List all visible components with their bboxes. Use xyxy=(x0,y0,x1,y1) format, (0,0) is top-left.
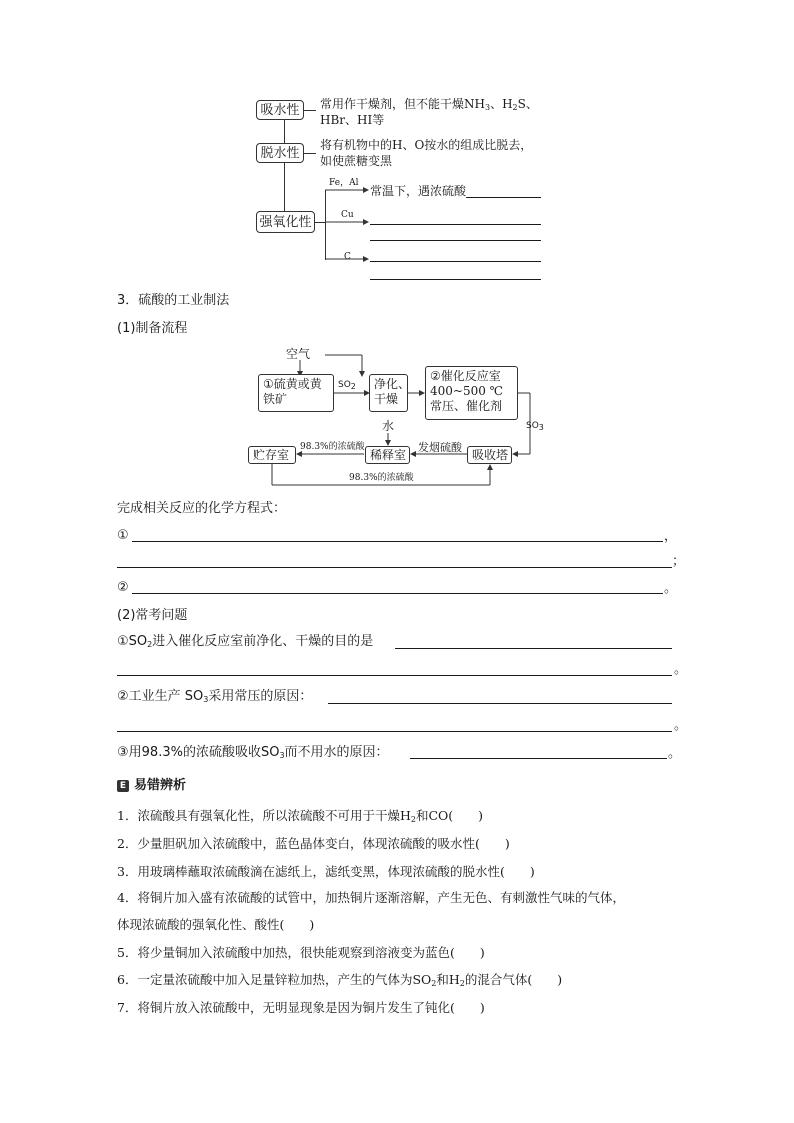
q1-period: 。 xyxy=(674,662,688,677)
error-item-7: 7．将铜片放入浓硫酸中，无明显现象是因为铜片发生了钝化( ) xyxy=(117,1000,485,1015)
dehydrating-text-line2: 如使蔗糖变黑 xyxy=(320,154,393,168)
errors-badge-icon: E xyxy=(117,780,129,792)
flow-box-dilute: 稀释室 xyxy=(365,446,410,464)
flow-box-purify xyxy=(369,374,411,412)
flow-box-catalytic-line1: ②催化反应室 xyxy=(430,369,501,383)
section3-sub1: (1)制备流程 xyxy=(117,321,188,336)
flow-box-ore-line1: ①硫黄或黄 xyxy=(263,377,322,391)
flow-acid-bottom-label: 98.3%的浓硫酸 xyxy=(349,473,414,483)
absorbent-text-line2: HBr、HI等 xyxy=(320,113,385,127)
flow-box-storage: 贮存室 xyxy=(248,446,296,464)
section3-sub2: (2)常考问题 xyxy=(117,608,188,623)
flow-box-ore xyxy=(258,374,334,412)
q3-period: 。 xyxy=(668,746,682,761)
error-item-3: 3．用玻璃棒蘸取浓硫酸滴在滤纸上，滤纸变黑，体现浓硫酸的脱水性( ) xyxy=(117,864,535,879)
q2-period: 。 xyxy=(674,718,688,733)
q3-text: ③用98.3%的浓硫酸吸收$SO_3$而不用水的原因： xyxy=(117,745,389,760)
equations-prompt: 完成相关反应的化学方程式： xyxy=(117,501,287,516)
flow-water-label: 水 xyxy=(382,419,395,433)
error-item-2: 2．少量胆矾加入浓硫酸中，蓝色晶体变白，体现浓硫酸的吸水性( ) xyxy=(117,836,510,851)
branch-fe-al-label: Fe，Al xyxy=(329,178,359,188)
eq1-blank[interactable] xyxy=(132,541,663,542)
flow-box-ore-line2: 铁矿 xyxy=(263,392,288,406)
dehydrating-label: 脱水性 xyxy=(260,145,300,161)
flow-box-purify-line1: 净化、 xyxy=(374,377,411,391)
q2-blank-line2[interactable] xyxy=(117,731,672,732)
eq1-mark: ① xyxy=(117,528,129,543)
q2-blank[interactable] xyxy=(328,703,672,704)
dehydrating-text-line1: 将有机物中的H、O按水的组成比脱去， xyxy=(320,138,533,152)
flow-fuming-label: 发烟硫酸 xyxy=(418,441,462,454)
eq1-semicolon: ； xyxy=(672,554,686,569)
error-item-6: 6．一定量浓硫酸中加入足量锌粒加热，产生的气体为$SO_2$和$H_2$的混合气体( ) xyxy=(117,972,563,988)
flow-so2-label: $SO_2$ xyxy=(338,380,356,391)
q3-blank[interactable] xyxy=(410,758,667,759)
eq2-blank[interactable] xyxy=(132,593,663,594)
error-item-4-line1: 4．将铜片加入盛有浓硫酸的试管中，加热铜片逐渐溶解，产生无色、有刺激性气味的气体， xyxy=(117,890,625,905)
eq2-mark: ② xyxy=(117,580,129,595)
errors-heading: 易错辨析 xyxy=(134,778,187,793)
branch-cu-label: Cu xyxy=(341,210,354,220)
branch-fe-al-text: 常温下，遇浓硫酸 xyxy=(370,184,467,198)
flow-connectors xyxy=(0,0,794,500)
flow-box-catalytic-line3: 常压、催化剂 xyxy=(430,399,503,413)
q2-text: ②工业生产 $SO_3$采用常压的原因： xyxy=(117,689,313,704)
flow-so3-label: $SO_3$ xyxy=(526,421,544,432)
flow-box-catalytic xyxy=(425,366,518,420)
branch-c-label: C xyxy=(344,252,351,262)
flow-air-label: 空气 xyxy=(286,347,311,361)
flow-box-catalytic-line2: 400~500 ℃ xyxy=(430,384,504,398)
absorbent-text-line1: 常用作干燥剂，但不能干燥$NH_3$、$H_2S$、 xyxy=(320,97,538,112)
error-item-5: 5．将少量铜加入浓硫酸中加热，很快能观察到溶液变为蓝色( ) xyxy=(117,945,485,960)
error-item-4-line2: 体现浓硫酸的强氧化性、酸性( ) xyxy=(117,917,315,932)
error-item-1: 1．浓硫酸具有强氧化性，所以浓硫酸不可用于干燥$H_2$和CO( ) xyxy=(117,808,484,824)
flow-acid-top-label: 98.3%的浓硫酸 xyxy=(300,442,365,452)
q1-blank[interactable] xyxy=(395,648,672,649)
flow-box-absorb: 吸收塔 xyxy=(467,446,512,464)
oxidizing-label: 强氧化性 xyxy=(259,214,312,230)
flow-box-purify-line2: 干燥 xyxy=(374,392,399,406)
q1-blank-line2[interactable] xyxy=(117,675,672,676)
eq2-period: 。 xyxy=(664,581,678,596)
eq1-blank-line2[interactable] xyxy=(117,567,672,568)
section3-heading: 3．硫酸的工业制法 xyxy=(117,293,230,308)
q1-text: $①SO_2$进入催化反应室前净化、干燥的目的是 xyxy=(117,634,374,649)
absorbent-label: 吸水性 xyxy=(260,102,300,118)
eq1-comma: ， xyxy=(664,529,678,544)
